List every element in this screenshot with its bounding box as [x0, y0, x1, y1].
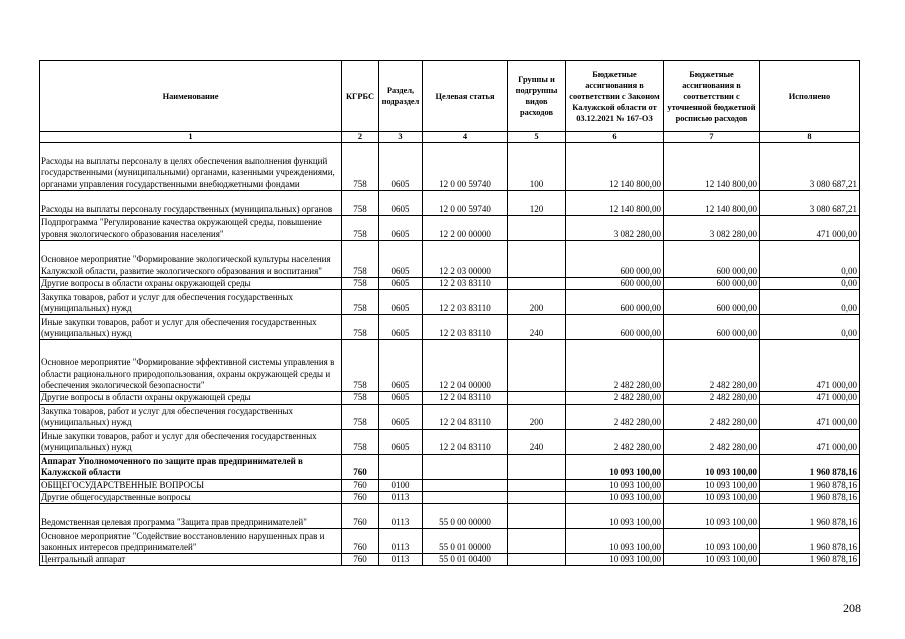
row-law: 600 000,00: [566, 278, 664, 290]
row-executed: 0,00: [760, 315, 860, 340]
row-name: Другие общегосударственные вопросы: [40, 491, 342, 503]
row-refined: 2 482 280,00: [664, 404, 760, 429]
row-name: Основное мероприятие "Формирование эффективной системы управления в области рационального природопользования, охраны окружающей среды и обеспечения экологической безопасности": [40, 340, 342, 392]
table-row: [40, 504, 860, 529]
row-group: [508, 340, 566, 392]
row-kgrbs: 758: [342, 392, 379, 404]
row-target: 55 0 01 00400: [423, 554, 508, 566]
row-group: [508, 491, 566, 503]
row-kgrbs: 758: [342, 216, 379, 241]
row-target: 12 2 04 83110: [423, 404, 508, 429]
row-kgrbs: 758: [342, 290, 379, 315]
row-law: 2 482 280,00: [566, 404, 664, 429]
table-row: [40, 404, 860, 429]
row-target: 12 2 04 00000: [423, 340, 508, 392]
row-refined: 2 482 280,00: [664, 392, 760, 404]
row-refined: 10 093 100,00: [664, 479, 760, 491]
row-executed: 1 960 878,16: [760, 491, 860, 503]
row-section: 0605: [379, 278, 423, 290]
header-law: Бюджетные ассигнования в соответствии с Законом Калужской области от 03.12.2021 № 167-ОЗ: [566, 61, 664, 132]
row-section: 0113: [379, 529, 423, 554]
row-target: 12 2 03 83110: [423, 315, 508, 340]
row-refined: 600 000,00: [664, 278, 760, 290]
row-law: 2 482 280,00: [566, 392, 664, 404]
row-executed: 3 080 687,21: [760, 191, 860, 216]
row-law: 3 082 280,00: [566, 216, 664, 241]
row-law: 2 482 280,00: [566, 429, 664, 454]
row-law: 2 482 280,00: [566, 340, 664, 392]
row-executed: 0,00: [760, 278, 860, 290]
column-number: 4: [423, 132, 508, 143]
row-kgrbs: 758: [342, 315, 379, 340]
row-target: 55 0 00 00000: [423, 504, 508, 529]
row-name: Расходы на выплаты персоналу государственных (муниципальных) органов: [40, 191, 342, 216]
column-number: 6: [566, 132, 664, 143]
row-section: 0605: [379, 191, 423, 216]
row-kgrbs: 760: [342, 479, 379, 491]
column-number: 8: [760, 132, 860, 143]
row-refined: 2 482 280,00: [664, 429, 760, 454]
row-target: 12 2 03 83110: [423, 290, 508, 315]
row-name: Закупка товаров, работ и услуг для обеспечения государственных (муниципальных) нужд: [40, 404, 342, 429]
row-executed: 1 960 878,16: [760, 529, 860, 554]
row-name: Иные закупки товаров, работ и услуг для обеспечения государственных (муниципальных) нужд: [40, 315, 342, 340]
row-name: Иные закупки товаров, работ и услуг для обеспечения государственных (муниципальных) нужд: [40, 429, 342, 454]
row-section: 0100: [379, 479, 423, 491]
row-executed: 0,00: [760, 241, 860, 278]
row-law: 12 140 800,00: [566, 191, 664, 216]
row-law: 10 093 100,00: [566, 504, 664, 529]
row-kgrbs: 758: [342, 340, 379, 392]
row-executed: 3 080 687,21: [760, 143, 860, 191]
header-row: [40, 61, 860, 132]
row-target: 12 2 00 00000: [423, 216, 508, 241]
row-name: Центральный аппарат: [40, 554, 342, 566]
table-row: [40, 241, 860, 278]
row-group: [508, 554, 566, 566]
row-executed: 1 960 878,16: [760, 454, 860, 479]
row-name: Другие вопросы в области охраны окружающей среды: [40, 278, 342, 290]
row-group: 120: [508, 191, 566, 216]
row-refined: 10 093 100,00: [664, 491, 760, 503]
row-refined: 12 140 800,00: [664, 143, 760, 191]
row-refined: 10 093 100,00: [664, 554, 760, 566]
row-kgrbs: 758: [342, 241, 379, 278]
row-refined: 600 000,00: [664, 290, 760, 315]
table-row: [40, 278, 860, 290]
table-row: [40, 491, 860, 503]
budget-table-container: [39, 60, 859, 566]
budget-table: [39, 60, 860, 566]
row-group: [508, 278, 566, 290]
row-section: [379, 454, 423, 479]
table-row: [40, 392, 860, 404]
row-law: 10 093 100,00: [566, 479, 664, 491]
row-executed: 1 960 878,16: [760, 554, 860, 566]
row-kgrbs: 758: [342, 191, 379, 216]
row-name: Аппарат Уполномоченного по защите прав предпринимателей в Калужской области: [40, 454, 342, 479]
row-target: 12 0 00 59740: [423, 143, 508, 191]
row-target: 12 2 03 00000: [423, 241, 508, 278]
row-section: 0605: [379, 404, 423, 429]
header-group: Группы и подгруппы видов расходов: [508, 61, 566, 132]
column-number: 7: [664, 132, 760, 143]
header-kgrbs: КГРБС: [342, 61, 379, 132]
row-kgrbs: 760: [342, 504, 379, 529]
table-row: [40, 143, 860, 191]
row-group: 200: [508, 404, 566, 429]
row-section: 0605: [379, 340, 423, 392]
row-executed: 471 000,00: [760, 340, 860, 392]
row-name: ОБЩЕГОСУДАРСТВЕННЫЕ ВОПРОСЫ: [40, 479, 342, 491]
row-law: 10 093 100,00: [566, 554, 664, 566]
row-target: 55 0 01 00000: [423, 529, 508, 554]
table-row: [40, 290, 860, 315]
header-name: Наименование: [40, 61, 342, 132]
row-name: Подпрограмма "Регулирование качества окружающей среды, повышение уровня экологического образования населения": [40, 216, 342, 241]
row-refined: 600 000,00: [664, 241, 760, 278]
row-name: Другие вопросы в области охраны окружающей среды: [40, 392, 342, 404]
row-kgrbs: 758: [342, 429, 379, 454]
row-name: Основное мероприятие "Содействие восстановлению нарушенных прав и законных интересов предпринимателей": [40, 529, 342, 554]
header-section: Раздел, подраздел: [379, 61, 423, 132]
row-kgrbs: 760: [342, 454, 379, 479]
row-law: 10 093 100,00: [566, 491, 664, 503]
row-name: Основное мероприятие "Формирование экологической культуры населения Калужской области, развитие экологического образования и воспитания": [40, 241, 342, 278]
row-name: Закупка товаров, работ и услуг для обеспечения государственных (муниципальных) нужд: [40, 290, 342, 315]
row-refined: 12 140 800,00: [664, 191, 760, 216]
row-law: 600 000,00: [566, 315, 664, 340]
row-group: 240: [508, 429, 566, 454]
row-group: [508, 241, 566, 278]
header-refined: Бюджетные ассигнования в соответствии с уточненной бюджетной росписью расходов: [664, 61, 760, 132]
table-row: [40, 340, 860, 392]
row-law: 12 140 800,00: [566, 143, 664, 191]
row-law: 10 093 100,00: [566, 454, 664, 479]
row-executed: 471 000,00: [760, 404, 860, 429]
table-row: [40, 429, 860, 454]
row-kgrbs: 760: [342, 491, 379, 503]
row-section: 0605: [379, 392, 423, 404]
row-executed: 1 960 878,16: [760, 479, 860, 491]
row-kgrbs: 758: [342, 143, 379, 191]
row-group: [508, 529, 566, 554]
row-kgrbs: 760: [342, 529, 379, 554]
row-kgrbs: 758: [342, 278, 379, 290]
row-section: 0605: [379, 290, 423, 315]
row-group: [508, 392, 566, 404]
row-group: [508, 504, 566, 529]
table-row: [40, 191, 860, 216]
row-name: Ведомственная целевая программа "Защита прав предпринимателей": [40, 504, 342, 529]
row-section: 0605: [379, 429, 423, 454]
row-executed: 1 960 878,16: [760, 504, 860, 529]
header-executed: Исполнено: [760, 61, 860, 132]
row-target: 12 2 03 83110: [423, 278, 508, 290]
column-number: 3: [379, 132, 423, 143]
table-row: [40, 315, 860, 340]
row-group: [508, 479, 566, 491]
row-target: [423, 479, 508, 491]
row-section: 0113: [379, 554, 423, 566]
row-section: 0605: [379, 315, 423, 340]
table-row: [40, 454, 860, 479]
row-law: 10 093 100,00: [566, 529, 664, 554]
row-section: 0113: [379, 504, 423, 529]
row-refined: 600 000,00: [664, 315, 760, 340]
row-refined: 2 482 280,00: [664, 340, 760, 392]
row-law: 600 000,00: [566, 241, 664, 278]
row-executed: 471 000,00: [760, 392, 860, 404]
row-target: [423, 491, 508, 503]
column-number: 5: [508, 132, 566, 143]
table-row: [40, 479, 860, 491]
row-refined: 10 093 100,00: [664, 529, 760, 554]
row-law: 600 000,00: [566, 290, 664, 315]
row-group: 200: [508, 290, 566, 315]
row-executed: 471 000,00: [760, 216, 860, 241]
table-row: [40, 216, 860, 241]
column-number-row: [40, 132, 860, 143]
row-refined: 10 093 100,00: [664, 504, 760, 529]
page-number: 208: [843, 601, 861, 615]
row-group: [508, 454, 566, 479]
row-target: [423, 454, 508, 479]
row-kgrbs: 760: [342, 554, 379, 566]
row-target: 12 2 04 83110: [423, 429, 508, 454]
row-section: 0113: [379, 491, 423, 503]
header-target: Целевая статья: [423, 61, 508, 132]
row-section: 0605: [379, 216, 423, 241]
table-row: [40, 529, 860, 554]
row-group: 240: [508, 315, 566, 340]
row-section: 0605: [379, 241, 423, 278]
row-name: Расходы на выплаты персоналу в целях обеспечения выполнения функций государственными (муниципальными) органами, казенными учреждениями, органами управления государственными внебюджетными фондами: [40, 143, 342, 191]
row-target: 12 0 00 59740: [423, 191, 508, 216]
table-row: [40, 554, 860, 566]
row-executed: 0,00: [760, 290, 860, 315]
row-kgrbs: 758: [342, 404, 379, 429]
row-group: 100: [508, 143, 566, 191]
row-target: 12 2 04 83110: [423, 392, 508, 404]
row-section: 0605: [379, 143, 423, 191]
row-refined: 3 082 280,00: [664, 216, 760, 241]
column-number: 2: [342, 132, 379, 143]
column-number: 1: [40, 132, 342, 143]
row-executed: 471 000,00: [760, 429, 860, 454]
row-refined: 10 093 100,00: [664, 454, 760, 479]
row-group: [508, 216, 566, 241]
